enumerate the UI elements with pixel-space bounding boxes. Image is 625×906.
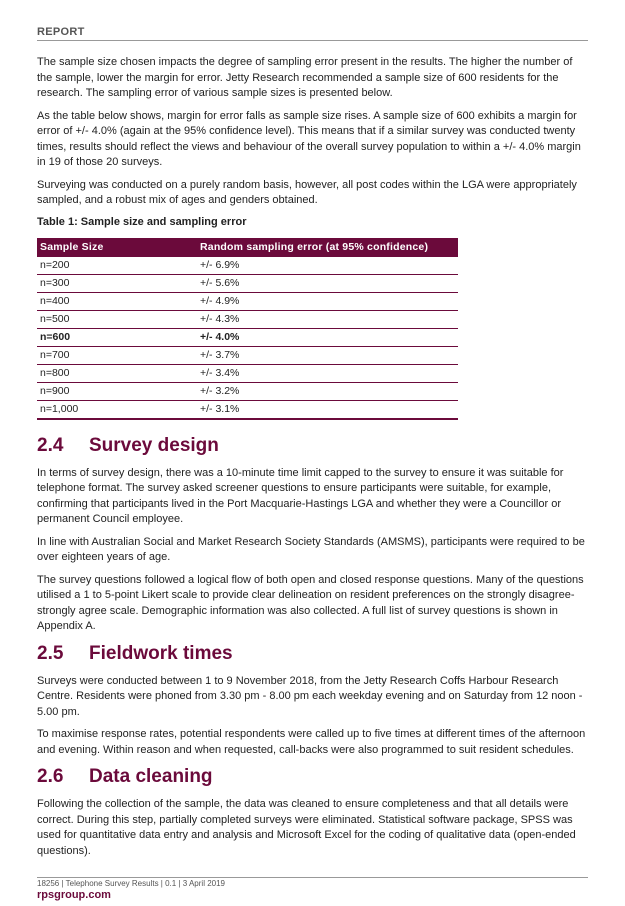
data-cleaning-paragraph-1: Following the collection of the sample, the data was cleaned to ensure completeness and that all details were correct. During this step, partially completed surveys were eliminated. Statistical software package, SPSS was used for quantitative data entry and analysis and Microsoft Excel for the coding of qualitative data (open-ended questions). <box>37 798 576 857</box>
section-heading-fieldwork-times <box>37 642 588 666</box>
table-row <box>37 292 458 310</box>
section-heading-data-cleaning <box>37 765 588 789</box>
column-header-sampling-error: Random sampling error (at 95% confidence) <box>197 238 458 257</box>
sampling-error-cell: +/- 4.3% <box>197 310 458 328</box>
section-title: Data cleaning <box>89 766 213 787</box>
table-row <box>37 346 458 364</box>
sample-size-cell: n=600 <box>37 328 197 346</box>
survey-design-paragraph-1: In terms of survey design, there was a 10-minute time limit capped to the survey to ensure it was suitable for telephone format. The survey asked screener questions to ensure participants were suitable, for example, confirming that participants lived in the Port Macquarie-Hastings LGA and whether they were a Councillor or permanent Council employee. <box>37 466 564 525</box>
intro-paragraph-3: Surveying was conducted on a purely random basis, however, all post codes within the LGA were appropriately sampled, and a robust mix of ages and genders obtained. <box>37 178 577 206</box>
section-title: Fieldwork times <box>89 642 233 664</box>
sample-size-cell: n=800 <box>37 364 197 382</box>
section-heading-survey-design <box>37 434 588 458</box>
table-row <box>37 382 458 400</box>
fieldwork-paragraph-2: To maximise response rates, potential respondents were called up to five times at different times of the afternoon and evening. Within reason and when requested, call-backs were also programmed to suit resident schedules. <box>37 728 586 756</box>
sample-size-cell: n=300 <box>37 274 197 292</box>
section-number: 2.6 <box>37 766 64 787</box>
sample-size-cell: n=400 <box>37 292 197 310</box>
footer-website-link[interactable]: rpsgroup.com <box>37 889 111 901</box>
survey-design-paragraph-2: In line with Australian Social and Market Research Society Standards (AMSMS), participants were required to be over eighteen years of age. <box>37 535 585 563</box>
header-label: REPORT <box>37 26 85 38</box>
table-row <box>37 400 458 419</box>
table-row <box>37 310 458 328</box>
sample-size-cell: n=900 <box>37 382 197 400</box>
table-row <box>37 364 458 382</box>
footer-meta: 18256 | Telephone Survey Results | 0.1 | 3 April 2019 <box>37 879 225 888</box>
header-divider <box>37 40 588 41</box>
section-title: Survey design <box>89 434 219 456</box>
table-header-row <box>37 238 458 257</box>
sampling-error-cell: +/- 5.6% <box>197 274 458 292</box>
intro-paragraph-1: The sample size chosen impacts the degree of sampling error present in the results. The higher the number of the sample, lower the margin for error. Jetty Research recommended a sample size of 600 residents for the research. The sampling error of various sample sizes is presented below. <box>37 56 573 99</box>
sampling-error-cell: +/- 6.9% <box>197 257 458 275</box>
column-header-sample-size: Sample Size <box>37 238 197 257</box>
table-row-highlighted <box>37 328 458 346</box>
table-caption: Table 1: Sample size and sampling error <box>37 215 247 228</box>
table-row <box>37 274 458 292</box>
sampling-error-table <box>37 238 458 420</box>
sampling-error-cell: +/- 3.7% <box>197 346 458 364</box>
section-number: 2.4 <box>37 434 64 456</box>
footer-divider <box>37 877 588 878</box>
sampling-error-cell: +/- 3.4% <box>197 364 458 382</box>
intro-paragraph-2: As the table below shows, margin for error falls as sample size rises. A sample size of 600 exhibits a margin for error of +/- 4.0% (again at the 95% confidence level). This means that if a similar survey was conducted twenty times, results should reflect the views and behaviour of the overall survey population to within a +/- 4.0% margin in 19 of those 20 surveys. <box>37 109 581 168</box>
sampling-error-cell: +/- 3.1% <box>200 402 240 415</box>
sample-size-cell: n=700 <box>37 346 197 364</box>
main-content <box>37 55 588 866</box>
sample-size-cell: n=500 <box>37 310 197 328</box>
survey-design-paragraph-3: The survey questions followed a logical flow of both open and closed response questions. Many of the questions utilised a 1 to 5-point Likert scale to provide clear delineation on resident preferences on the strongly disagree-strongly agree scale. Demographic information was also collected. A full list of survey questions is shown in Appendix A. <box>37 573 584 632</box>
fieldwork-paragraph-1: Surveys were conducted between 1 to 9 November 2018, from the Jetty Research Coffs Harbour Research Centre. Residents were phoned from 3.30 pm - 8.00 pm each weekday evening and on Saturday from 12 noon - 5.00 pm. <box>37 674 583 718</box>
sampling-error-cell: +/- 4.0% <box>197 328 458 346</box>
sample-size-cell: n=1,000 <box>40 402 79 415</box>
section-number: 2.5 <box>37 642 64 664</box>
sampling-error-cell: +/- 4.9% <box>197 292 458 310</box>
table-row <box>37 257 458 275</box>
sampling-error-cell: +/- 3.2% <box>197 382 458 400</box>
sample-size-cell: n=200 <box>37 257 197 275</box>
